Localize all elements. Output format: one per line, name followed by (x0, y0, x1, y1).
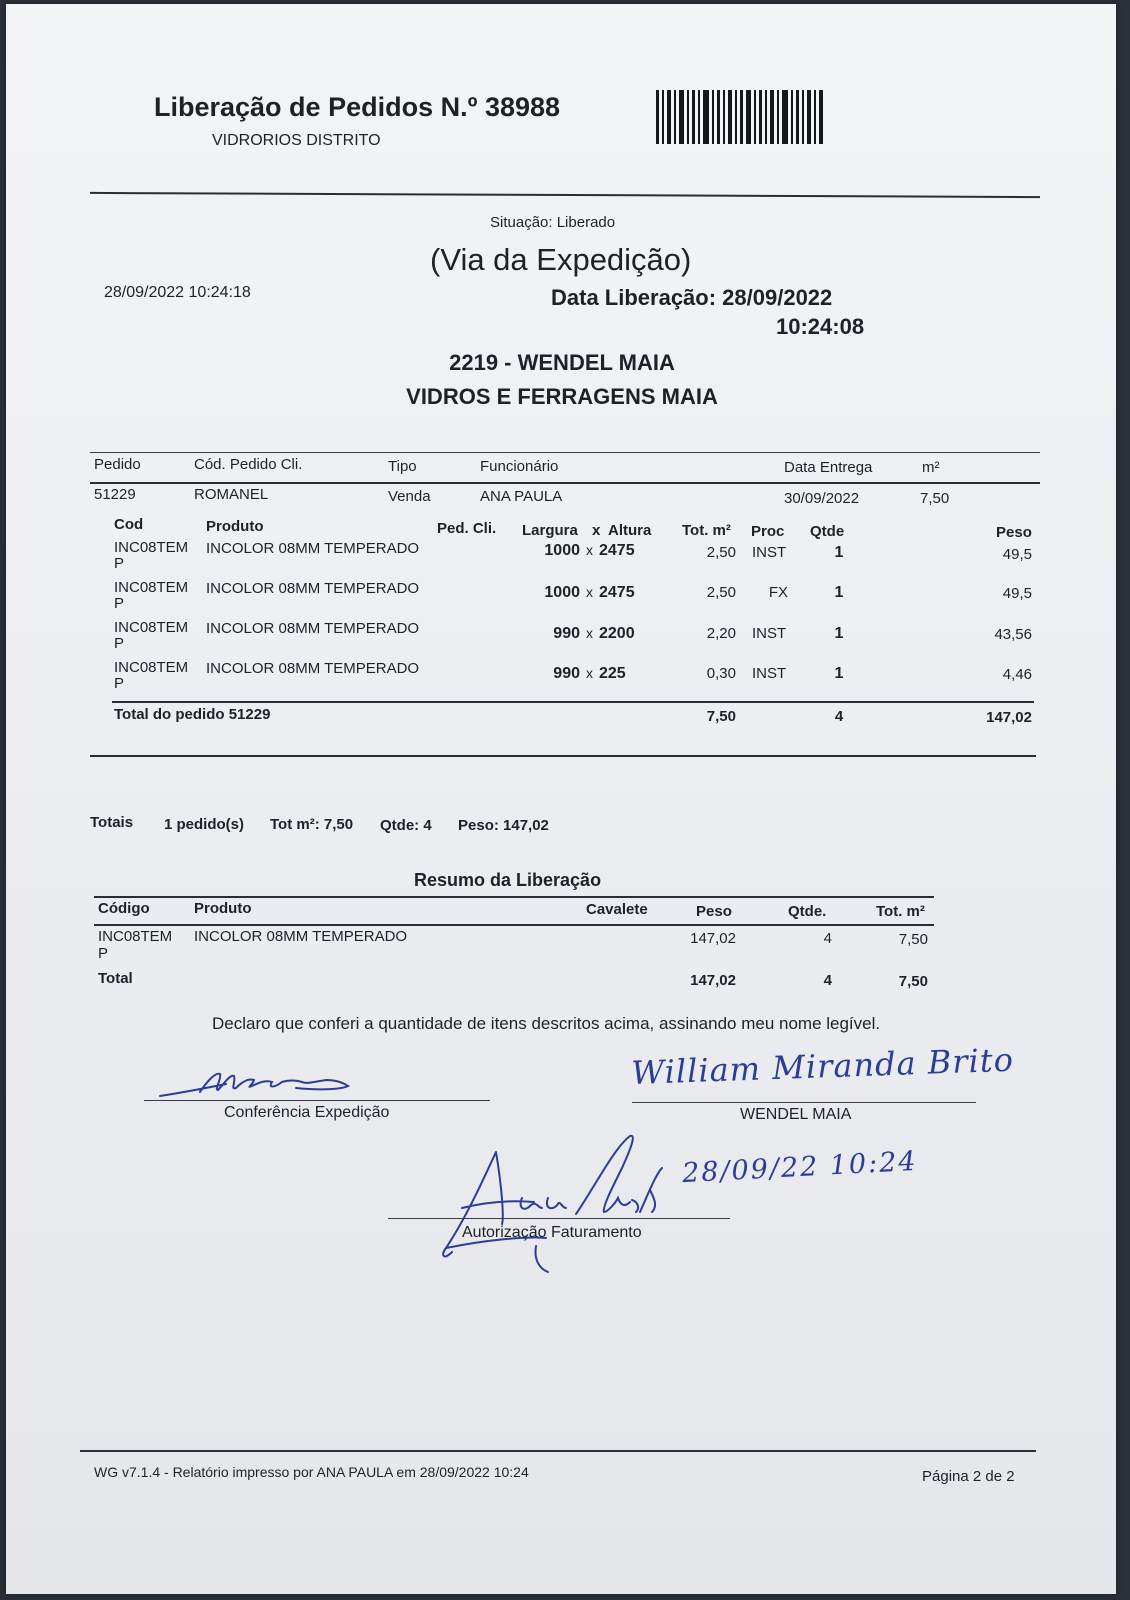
col-produto: Produto (206, 518, 264, 535)
order-table-header-line (90, 482, 1040, 484)
item-proc: INST (752, 625, 787, 642)
footer-printed-by: WG v7.1.4 - Relatório impresso por ANA PAULA em 28/09/2022 10:24 (94, 1464, 529, 1480)
col-proc: Proc (751, 523, 785, 540)
summary-total-qtde: 4 (823, 972, 832, 989)
col-altura: Altura (608, 522, 652, 539)
item-proc: INST (752, 665, 787, 682)
item-dimensions: 990 x 225 (553, 665, 626, 682)
summary-col-codigo: Código (98, 900, 150, 917)
item-qtde: 1 (834, 584, 844, 601)
summary-top-line (94, 896, 934, 898)
signature-label-conferencia: Conferência Expedição (224, 1104, 390, 1121)
order-m2: 7,50 (920, 490, 950, 507)
items-total-qtde: 4 (834, 708, 844, 725)
item-cod: INC08TEM P (114, 619, 189, 652)
summary-title: Resumo da Liberação (414, 870, 602, 890)
footer-divider (80, 1450, 1036, 1452)
document-title: Liberação de Pedidos N.º 38988 (154, 92, 561, 122)
summary-total-peso: 147,02 (690, 972, 736, 989)
col-ped-cli: Ped. Cli. (437, 520, 497, 537)
items-total-m2: 7,50 (706, 708, 736, 725)
item-dimensions: 990 x 2200 (553, 625, 635, 642)
item-cod: INC08TEM P (114, 539, 189, 572)
item-tot-m2: 2,20 (706, 625, 736, 642)
document-page (6, 4, 1116, 1594)
item-cod: INC08TEM P (114, 579, 189, 612)
col-peso: Peso (996, 524, 1032, 541)
summary-col-cavalete: Cavalete (586, 901, 648, 918)
item-produto: INCOLOR 08MM TEMPERADO (206, 660, 420, 677)
item-qtde: 1 (834, 625, 844, 642)
item-cod: INC08TEM P (114, 659, 189, 692)
col-data-entrega: Data Entrega (784, 459, 873, 476)
order-section-divider (90, 755, 1036, 757)
order-data-entrega: 30/09/2022 (784, 490, 860, 507)
totals-m2: Tot m²: 7,50 (270, 816, 354, 833)
summary-col-produto: Produto (194, 900, 252, 917)
col-largura: Largura (522, 522, 578, 539)
items-total-line (112, 701, 1034, 703)
col-x: x (592, 522, 601, 539)
status-text: Situação: Liberado (490, 214, 616, 231)
order-cod-pedido-cli: ROMANEL (194, 486, 269, 503)
summary-produto: INCOLOR 08MM TEMPERADO (194, 928, 408, 945)
summary-header-line (94, 924, 934, 926)
summary-tot-m2: 7,50 (898, 931, 928, 948)
summary-col-peso: Peso (696, 903, 732, 920)
items-total-peso: 147,02 (986, 709, 1032, 726)
summary-peso: 147,02 (690, 930, 736, 947)
item-proc: FX (768, 584, 788, 601)
order-funcionario: ANA PAULA (480, 488, 563, 505)
signature-line-center (388, 1218, 730, 1219)
col-tot-m2: Tot. m² (682, 522, 731, 539)
item-tot-m2: 2,50 (706, 544, 736, 561)
header-divider (90, 192, 1040, 198)
col-cod: Cod (114, 516, 144, 533)
summary-qtde: 4 (823, 930, 832, 947)
item-produto: INCOLOR 08MM TEMPERADO (206, 580, 420, 597)
summary-codigo: INC08TEM P (98, 928, 173, 962)
signature-label-autorizacao: Autorização Faturamento (462, 1224, 642, 1241)
signature-line-left (144, 1100, 490, 1101)
item-peso: 49,5 (1002, 546, 1032, 563)
item-qtde: 1 (834, 665, 844, 682)
totals-pedidos: 1 pedido(s) (164, 816, 245, 833)
summary-total-label: Total (98, 970, 133, 987)
footer-page-number: Página 2 de 2 (922, 1468, 1015, 1485)
summary-total-tot-m2: 7,50 (898, 973, 928, 990)
barcode-icon (656, 90, 826, 144)
signature-ana-paula-image (426, 1128, 666, 1278)
item-produto: INCOLOR 08MM TEMPERADO (206, 620, 420, 637)
item-produto: INCOLOR 08MM TEMPERADO (206, 540, 420, 557)
totals-peso: Peso: 147,02 (458, 817, 549, 834)
item-proc: INST (752, 544, 787, 561)
col-pedido: Pedido (94, 456, 141, 473)
signature-conferencia-image (156, 1062, 366, 1102)
item-peso: 49,5 (1002, 585, 1032, 602)
table-row (6, 580, 1106, 620)
col-funcionario: Funcionário (480, 458, 559, 475)
item-dimensions: 1000 x 2475 (544, 542, 635, 559)
declaration-text: Declaro que conferi a quantidade de itens descritos acima, assinando meu nome legível. (212, 1014, 881, 1033)
order-table-top-line (90, 452, 1040, 453)
summary-col-qtde: Qtde. (788, 903, 827, 920)
release-time: 10:24:08 (776, 314, 865, 339)
col-tipo: Tipo (388, 458, 417, 475)
items-total-label: Total do pedido 51229 (114, 706, 271, 723)
signature-line-right (632, 1102, 976, 1103)
client-company: VIDROS E FERRAGENS MAIA (406, 384, 718, 409)
col-qtde: Qtde (810, 523, 845, 540)
totals-qtde: Qtde: 4 (380, 817, 432, 834)
signature-wendel-handwritten: William Miranda Brito (630, 1040, 1015, 1092)
signature-label-wendel: WENDEL MAIA (740, 1106, 852, 1123)
item-tot-m2: 2,50 (706, 584, 736, 601)
col-cod-pedido-cli: Cód. Pedido Cli. (194, 456, 303, 473)
table-row (6, 620, 1106, 660)
client-name: 2219 - WENDEL MAIA (449, 350, 675, 375)
handwritten-date: 28/09/22 10:24 (681, 1145, 919, 1190)
order-pedido: 51229 (94, 486, 136, 503)
item-peso: 43,56 (994, 626, 1032, 643)
copy-label: (Via da Expedição) (430, 242, 692, 277)
item-dimensions: 1000 x 2475 (544, 584, 635, 601)
col-m2: m² (922, 459, 940, 476)
order-tipo: Venda (388, 488, 431, 505)
release-date: Data Liberação: 28/09/2022 (551, 285, 833, 310)
item-qtde: 1 (834, 544, 844, 561)
table-row (6, 660, 1106, 700)
company-name: VIDRORIOS DISTRITO (212, 132, 381, 149)
item-peso: 4,46 (1002, 666, 1032, 683)
totals-label: Totais (90, 814, 134, 831)
table-row (6, 540, 1106, 580)
printed-datetime: 28/09/2022 10:24:18 (104, 284, 251, 301)
item-tot-m2: 0,30 (706, 665, 736, 682)
summary-col-tot-m2: Tot. m² (876, 903, 925, 920)
